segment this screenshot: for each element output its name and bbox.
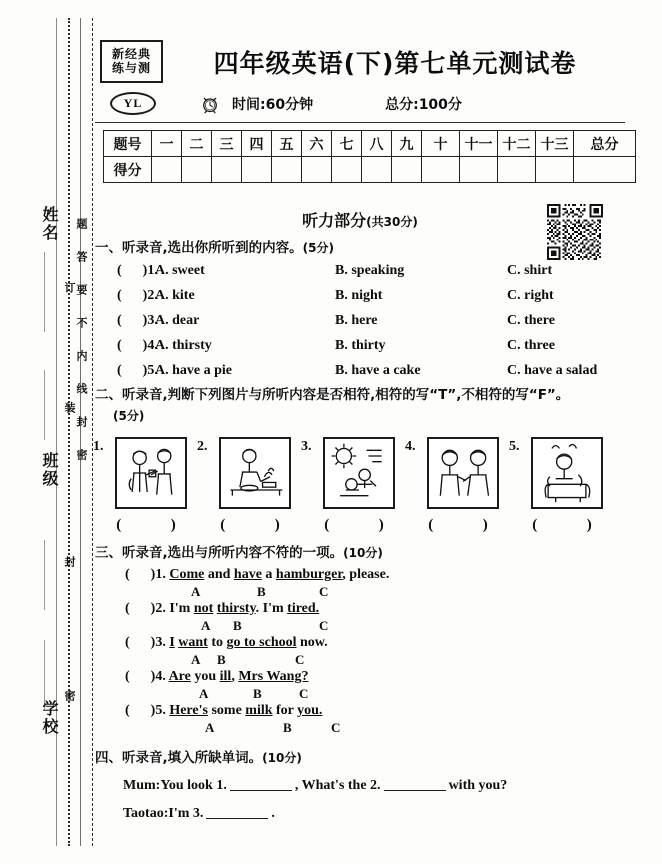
q2-pic-num-3: 3. <box>301 439 312 454</box>
qr-code-icon[interactable] <box>547 204 603 260</box>
q1-answer-bracket-4[interactable]: ( ) <box>117 338 148 353</box>
q1-num-3: 3. <box>147 313 158 328</box>
q2-picture-item-3 <box>301 437 399 534</box>
exam-total-score: 总分:100分 <box>385 97 462 113</box>
q3-2-text-3: . I'm <box>255 601 288 616</box>
score-table-header-row <box>104 131 636 157</box>
score-table-row-label-question: 题号 <box>104 131 152 157</box>
q3-2-part-c[interactable]: tired. <box>287 601 320 616</box>
q3-item-5[interactable] <box>125 703 322 719</box>
score-cell-4[interactable] <box>242 157 272 183</box>
score-col-11: 十一 <box>460 131 498 157</box>
q1-option-a-2[interactable]: A. kite <box>155 288 195 303</box>
q3-num-2: 2. <box>155 601 166 616</box>
q3-answer-bracket-5[interactable]: ( ) <box>125 703 156 718</box>
q3-sentence-3 <box>169 635 327 650</box>
field-label-school: 学校 <box>40 700 59 736</box>
seal-mark-feng: 封 <box>63 556 76 569</box>
question-1-points: (5分) <box>302 241 334 255</box>
q3-item-1[interactable] <box>125 567 389 583</box>
question-3-heading <box>95 541 383 561</box>
q1-num-1: 1. <box>147 263 158 278</box>
publisher-logo-stamp <box>100 40 163 83</box>
q4-blank-1[interactable] <box>230 790 292 791</box>
q3-3-text-2: to <box>207 635 227 650</box>
seal-mark-zhuang: 装 <box>63 402 76 415</box>
q1-num-5: 5. <box>147 363 158 378</box>
two-people-with-cup-illustration <box>115 437 187 509</box>
q1-option-c-5[interactable]: C. have a salad <box>507 363 598 378</box>
q3-5-mark-b: B <box>283 720 292 735</box>
q1-item-4[interactable] <box>117 338 555 354</box>
score-col-3: 三 <box>212 131 242 157</box>
q2-answer-blank-5[interactable]: ( ) <box>532 517 606 533</box>
q1-option-c-1[interactable]: C. shirt <box>507 263 553 278</box>
score-cell-13[interactable] <box>536 157 574 183</box>
q1-option-a-4[interactable]: A. thirsty <box>155 338 212 353</box>
q1-option-c-3[interactable]: C. there <box>507 313 555 328</box>
q4-line1-end-text: with you? <box>448 778 508 793</box>
q1-answer-bracket-2[interactable]: ( ) <box>117 288 148 303</box>
score-cell-total[interactable] <box>574 157 636 183</box>
score-col-5: 五 <box>272 131 302 157</box>
q1-option-a-1[interactable]: A. sweet <box>155 263 205 278</box>
q4-dialogue-line-1 <box>123 778 507 794</box>
score-col-7: 七 <box>332 131 362 157</box>
score-col-8: 八 <box>362 131 392 157</box>
q1-item-3[interactable] <box>117 313 555 329</box>
score-col-13: 十三 <box>536 131 574 157</box>
q3-item-3[interactable] <box>125 635 328 651</box>
q3-2-part-b[interactable]: thirsty <box>216 601 256 616</box>
question-4-heading <box>95 746 302 766</box>
q3-4-mark-b: B <box>253 686 262 701</box>
q4-line2-speaker-text: Taotao:I'm 3. <box>123 806 204 821</box>
question-2-points: (5分) <box>113 408 145 423</box>
score-cell-11[interactable] <box>460 157 498 183</box>
q2-pic-num-4: 4. <box>405 439 416 454</box>
q3-1-part-b[interactable]: have <box>233 567 262 582</box>
score-cell-3[interactable] <box>212 157 242 183</box>
score-col-10: 十 <box>422 131 460 157</box>
q2-answer-blank-4[interactable]: ( ) <box>428 517 502 533</box>
question-4-title: 四、听录音,填入所缺单词。 <box>95 750 263 766</box>
score-col-4: 四 <box>242 131 272 157</box>
q3-3-part-b[interactable]: want <box>178 635 208 650</box>
q3-item-2[interactable] <box>125 601 319 617</box>
q3-5-mark-c: C <box>331 720 341 735</box>
question-3-title: 三、听录音,选出与所听内容不符的一项。 <box>95 545 344 561</box>
q3-5-part-b[interactable]: milk <box>245 703 273 718</box>
q4-line2-end-text: . <box>271 806 275 821</box>
q3-4-part-b[interactable]: ill <box>219 669 232 684</box>
score-col-9: 九 <box>392 131 422 157</box>
q1-option-b-3[interactable]: B. here <box>335 313 378 328</box>
exam-duration: 时间:60分钟 <box>232 97 314 113</box>
score-table <box>103 130 636 183</box>
two-children-talking-illustration <box>427 437 499 509</box>
listening-section-label: 听力部分 <box>302 211 367 230</box>
q4-blank-2[interactable] <box>384 790 446 791</box>
q1-item-1[interactable] <box>117 263 553 279</box>
q3-3-mark-c: C <box>295 652 305 667</box>
q3-num-5: 5. <box>155 703 166 718</box>
q2-answer-blank-2[interactable]: ( ) <box>220 517 294 533</box>
q3-5-mark-a: A <box>205 720 215 735</box>
q2-picture-item-1 <box>93 437 191 534</box>
child-in-armchair-illustration <box>531 437 603 509</box>
question-4-points: (10分) <box>262 751 302 765</box>
q2-picture-item-5 <box>509 437 607 534</box>
q3-3-mark-b: B <box>217 652 226 667</box>
sealing-line-notice: 题答要不内线封密 <box>75 218 88 482</box>
woman-cooking-illustration <box>219 437 291 509</box>
q3-item-4[interactable] <box>125 669 308 685</box>
q1-option-c-4[interactable]: C. three <box>507 338 555 353</box>
question-3-points: (10分) <box>343 546 383 560</box>
q1-num-4: 4. <box>147 338 158 353</box>
q3-3-text-3: now. <box>296 635 328 650</box>
listening-section-title <box>95 208 625 231</box>
q3-2-mark-b: B <box>233 618 242 633</box>
q3-num-4: 4. <box>155 669 166 684</box>
q3-num-3: 3. <box>155 635 166 650</box>
q3-5-text-1: some <box>207 703 246 718</box>
q3-answer-bracket-1[interactable]: ( ) <box>125 567 156 582</box>
q3-1-text-2: a <box>261 567 276 582</box>
q3-5-part-c[interactable]: you. <box>297 703 323 718</box>
logo-line-2: 练与测 <box>111 60 151 75</box>
q1-option-b-4[interactable]: B. thirty <box>335 338 386 353</box>
field-label-class: 班级 <box>40 452 59 488</box>
q3-answer-bracket-2[interactable]: ( ) <box>125 601 156 616</box>
q3-2-mark-c: C <box>319 618 329 633</box>
q1-answer-bracket-1[interactable]: ( ) <box>117 263 148 278</box>
q3-sentence-1 <box>169 567 389 582</box>
header-divider <box>95 122 625 123</box>
score-cell-2[interactable] <box>182 157 212 183</box>
q2-pic-num-2: 2. <box>197 439 208 454</box>
q3-1-mark-b: B <box>257 584 266 599</box>
sealing-margin-strip <box>0 0 95 864</box>
question-1-heading <box>95 236 334 256</box>
score-col-total: 总分 <box>574 131 636 157</box>
score-cell-8[interactable] <box>362 157 392 183</box>
class-write-line-top <box>44 370 45 440</box>
q2-pic-num-5: 5. <box>509 439 520 454</box>
q3-4-text-2: , <box>231 669 239 684</box>
children-under-sun-illustration <box>323 437 395 509</box>
seal-mark-mi: 密 <box>63 690 76 703</box>
q1-answer-bracket-3[interactable]: ( ) <box>117 313 148 328</box>
score-col-12: 十二 <box>498 131 536 157</box>
question-1-title: 一、听录音,选出你所听到的内容。 <box>95 240 303 256</box>
q3-1-mark-c: C <box>319 584 329 599</box>
q3-3-part-a[interactable]: I <box>169 635 175 650</box>
q3-3-mark-a: A <box>191 652 201 667</box>
q3-answer-bracket-3[interactable]: ( ) <box>125 635 156 650</box>
listening-section-points: (共30分) <box>366 215 418 229</box>
class-write-line-bottom <box>44 540 45 610</box>
q3-5-part-a[interactable]: Here's <box>169 703 208 718</box>
q2-picture-row <box>93 437 629 534</box>
score-cell-12[interactable] <box>498 157 536 183</box>
score-cell-5[interactable] <box>272 157 302 183</box>
q3-3-part-c[interactable]: go to school <box>226 635 297 650</box>
score-col-2: 二 <box>182 131 212 157</box>
question-2-heading <box>95 385 615 427</box>
q1-answer-bracket-5[interactable]: ( ) <box>117 363 148 378</box>
score-col-6: 六 <box>302 131 332 157</box>
exam-meta-line <box>200 94 600 114</box>
q3-2-part-a[interactable]: not <box>193 601 214 616</box>
score-col-1: 一 <box>152 131 182 157</box>
q3-1-text-3: , please. <box>342 567 390 582</box>
paper-content <box>95 0 640 864</box>
seal-mark-ding: 订 <box>63 282 76 295</box>
score-cell-7[interactable] <box>332 157 362 183</box>
score-cell-9[interactable] <box>392 157 422 183</box>
q3-1-mark-a: A <box>191 584 201 599</box>
q3-5-text-2: for <box>272 703 298 718</box>
q4-dialogue-line-2 <box>123 806 275 822</box>
edition-badge: YL <box>110 92 156 115</box>
q2-pic-num-1: 1. <box>93 439 104 454</box>
margin-dotted-rule <box>68 18 70 846</box>
name-write-line <box>44 252 45 332</box>
q3-sentence-5 <box>169 703 322 718</box>
q1-item-5[interactable] <box>117 363 598 379</box>
q1-num-2: 2. <box>147 288 158 303</box>
q3-2-text-1: I'm <box>169 601 194 616</box>
score-cell-6[interactable] <box>302 157 332 183</box>
q3-sentence-2 <box>169 601 319 616</box>
score-cell-10[interactable] <box>422 157 460 183</box>
page-title: 四年级英语(下)第七单元测试卷 <box>213 49 577 78</box>
logo-line-1: 新经典 <box>111 46 151 61</box>
q4-line1-mid-text: , What's the 2. <box>294 778 381 793</box>
q3-1-part-c[interactable]: hamburger <box>275 567 343 582</box>
q3-1-part-a[interactable]: Come <box>169 567 205 582</box>
q4-line1-speaker-text: Mum:You look 1. <box>123 778 227 793</box>
q2-answer-blank-1[interactable]: ( ) <box>116 517 190 533</box>
q3-num-1: 1. <box>155 567 166 582</box>
q1-option-a-3[interactable]: A. dear <box>155 313 200 328</box>
q3-4-part-c[interactable]: Mrs Wang? <box>238 669 309 684</box>
q3-4-part-a[interactable]: Are <box>168 669 191 684</box>
q1-option-b-2[interactable]: B. night <box>335 288 383 303</box>
margin-dashed-rule <box>92 18 93 846</box>
q2-picture-item-4 <box>405 437 503 534</box>
question-2-title: 二、听录音,判断下列图片与所听内容是否相符,相符的写“T”,不相符的写“F”。 <box>95 387 570 403</box>
q2-picture-item-2 <box>197 437 295 534</box>
q3-4-text-1: you <box>190 669 220 684</box>
q1-option-b-1[interactable]: B. speaking <box>335 263 405 278</box>
q1-option-a-5[interactable]: A. have a pie <box>155 363 232 378</box>
field-label-name: 姓名 <box>40 206 59 242</box>
q1-option-c-2[interactable]: C. right <box>507 288 554 303</box>
q3-1-text-1: and <box>204 567 234 582</box>
score-table-value-row <box>104 157 636 183</box>
q3-4-mark-a: A <box>199 686 209 701</box>
score-table-row-label-score: 得分 <box>104 157 152 183</box>
score-cell-1[interactable] <box>152 157 182 183</box>
q3-2-mark-a: A <box>201 618 211 633</box>
q3-4-mark-c: C <box>299 686 309 701</box>
q2-answer-blank-3[interactable]: ( ) <box>324 517 398 533</box>
q1-item-2[interactable] <box>117 288 554 304</box>
q3-answer-bracket-4[interactable]: ( ) <box>125 669 156 684</box>
q4-blank-3[interactable] <box>206 818 268 819</box>
alarm-clock-icon <box>200 94 220 114</box>
q3-sentence-4 <box>169 669 309 684</box>
q1-option-b-5[interactable]: B. have a cake <box>335 363 421 378</box>
